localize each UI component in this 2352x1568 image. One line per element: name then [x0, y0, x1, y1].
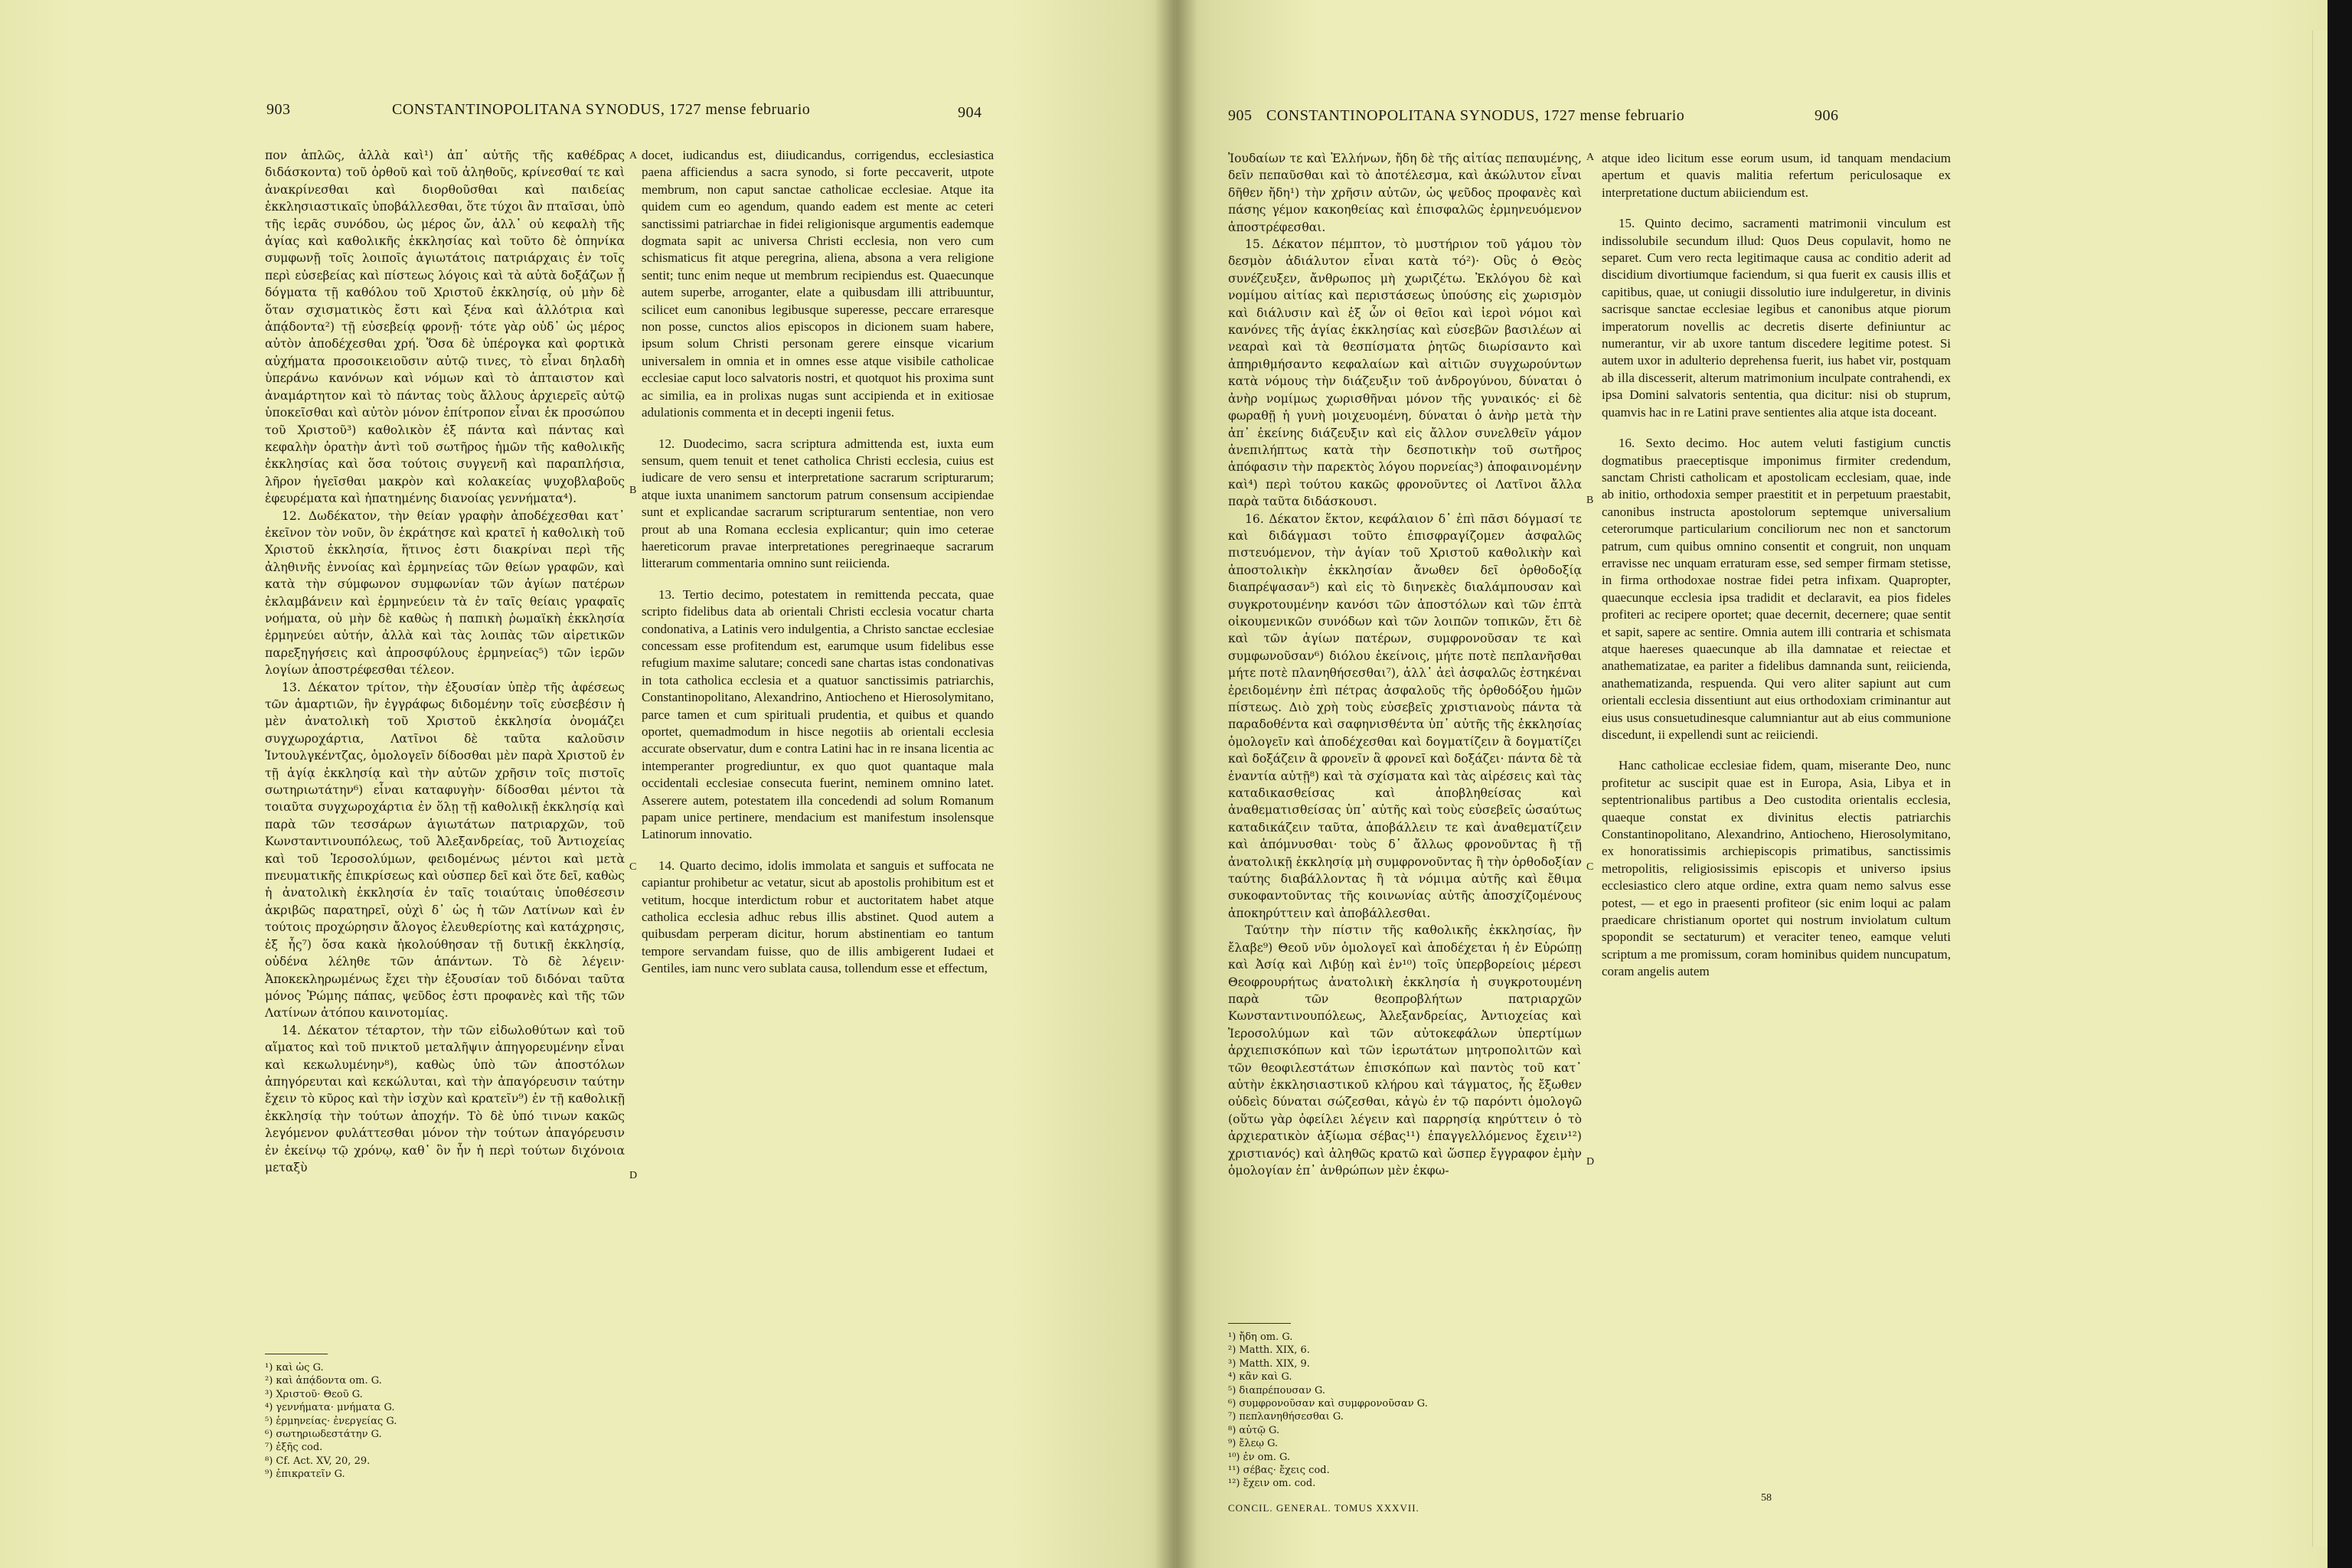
margin-letter-b: B [629, 485, 637, 496]
running-title: CONSTANTINOPOLITANA SYNODUS, 1727 mense februario [1266, 107, 1685, 124]
latin-paragraph: 13. Tertio decimo, potestatem in remittenda peccata, quae scripto fidelibus data ab orientali Christi ecclesia vocatur charta condonativa, a Latinis vero indulgentia, a Christo sanctae ecclesiae concessam esse profitendum est, earumque usum fidelibus esse refugium maxime salutare; concedi sane chartas istas condonativas in tota catholica ecclesia et a quatuor sanctissimis patriarchis, Constantinopolitano, Alexandrino, Antiocheno et Hierosolymitano, parce tamen et cum spirituali prudentia, et quibus et quando oportet, quemadmodum in hisce negotiis ab orientali ecclesia accurate observatur, dum e contra Latini hac in re insana licentia ac intemperanter progrediuntur, ex quo quot quantaque mala occidentali ecclesiae consecuta fuerint, neminem omnino latet. Asserere autem, potestatem illa concedendi ad solum Romanum papam unice pertinere, mendacium est manifestum insolensque Latinorum innovatio. [642, 586, 994, 842]
footnote: ⁶) συμφρονοῦσαν καὶ συμφρονοῦσαν G. [1228, 1398, 1428, 1410]
background-edge [2328, 0, 2352, 1568]
latin-paragraph: docet, iudicandus est, diiudicandus, corrigendus, ecclesiastica paena afficiendus a sacra synodo, si forte peccaverit, utpote membrum, non caput sanctae catholicae ecclesiae. Atque ita quidem cum eo agendum, quando eadem est mente ac ceteri sanctissimi patriarchae in fidei religionisque argumentis eademque dogmata sapit ac universa Christi ecclesia, non vero cum schismaticus fit atque peregrina, aliena, absona a vera religione sentit; tunc enim neque ut membrum recipiendus est. Quaecunque autem superbe, arroganter, elate a quibusdam illi attribuuntur, scilicet eum canonibus legibusque superesse, peccare erraresque non posse, cunctos alios episcopos in dicionem suam habere, ipsum solum Christi personam gerere einsque vicarium universalem in omnia et in omnes esse atque visibile catholicae ecclesiae caput loco salvatoris nostri, et quotquot his proxima sunt ac similia, ea in prolixas nugas sunt accipienda et in exitiosae adulationis commenta et in decepti ingenii fetus. [642, 148, 994, 420]
running-title: CONSTANTINOPOLITANA SYNODUS, 1727 mense februario [392, 101, 811, 118]
page-number-904: 904 [958, 104, 982, 121]
latin-paragraph: atque ideo licitum esse eorum usum, id tanquam mendacium apertum et quavis malitia refertum periculosaque ex interpretatione ductum abiiciendum est. [1602, 151, 1951, 200]
page-number-906: 906 [1815, 107, 1839, 124]
right-footnotes [1228, 1331, 1428, 1491]
footnote: ³) Matth. XIX, 9. [1228, 1357, 1310, 1370]
footnote: ²) καὶ ἀπᾴδοντα om. G. [265, 1375, 382, 1387]
latin-paragraph: 14. Quarto decimo, idolis immolata et sanguis et suffocata ne capiantur prohibetur ac vetatur, sicut ab apostolis prohibitum est et vetitum, hocque interdictum robur et auctoritatem habet atque catholica ecclesia adhuc rebus illis abstinet. Quod autem a quibusdam perperam dicitur, horum abstinentiam eo tantum tempore servandam fuisse, quo de illis ambigerent Iudaei et Gentiles, iam nunc vero sublata causa, tollendum esse et effectum, [642, 858, 994, 976]
footnote: ¹¹) σέβας· ἔχεις cod. [1228, 1465, 1330, 1477]
latin-paragraph: Hanc catholicae ecclesiae fidem, quam, miserante Deo, nunc profitetur ac suscipit quae est in Europa, Asia, Libya et in septentrionalibus partibus a Deo custodita orientalis ecclesia, quaeque constat ex divinitus electis patriarchis Constantinopolitano, Alexandrino, Antiocheno, Hierosolymitano, ex honoratissimis archiepiscopis primatibus, sanctissimis metropolitis, religiosissimis episcopis et universo ipsius ecclesiastico clero atque ordine, extra quam nemo salvus esse potest, — et ego in praesenti profiteor (sic enim loqui ac palam praedicare christianum oportet qui nostrum inviolatum cultum spopondit se sectaturum) et veraciter teneo, eamque veluti scriptum a me promissum, coram hominibus quidem nuncupatum, coram angelis autem [1602, 758, 1951, 979]
footnote: ⁵) ἑρμηνείας· ἐνεργείας G. [265, 1415, 397, 1427]
left-greek-column [265, 147, 625, 1176]
footnote: ⁴) κἂν καὶ G. [1228, 1371, 1292, 1383]
greek-paragraph: πον ἁπλῶς, ἀλλὰ καὶ¹) ἀπ᾽ αὐτῆς τῆς καθέδρας διδάσκοντα) τοῦ ὀρθοῦ καὶ τοῦ ἀληθοῦς, κρίνεσθαί τε καὶ ἀνακρίνεσθαι καὶ διορθοῦσθαι καὶ παιδείας ἐκκλησιαστικαῖς ὑποβάλλεσθαι, ὅτε τύχοι ἂν πταῖσαι, ὑπὸ τῆς ἱερᾶς συνόδου, ὡς μέρος ὤν, ἀλλ᾽ οὐ κεφαλὴ τῆς ἁγίας καὶ καθολικῆς ἐκκλησίας καὶ τοῦτο δὲ ὁπηνίκα συμφωνῇ τοῖς λοιποῖς ἁγιωτάτοις πατριάρχαις ἐν τοῖς περὶ εὐσεβείας καὶ πίστεως λόγοις καὶ τὰ αὐτὰ δοξάζων ᾖ δόγματα τῇ καθόλου τοῦ Χριστοῦ ἐκκλησίᾳ, οὐ μὴν δὲ ὅταν σχισματικὸς ἔστι καὶ ξένα καὶ ἀλλότρια καὶ ἀπᾴδοντα²) τῇ εὐσεβείᾳ φρονῇ· τότε γὰρ οὐδ᾽ ὡς μέρος αὐτὸν ἀποδέχεσθαι χρή. Ὅσα δὲ ὑπέρογκα καὶ φορτικὰ αὐχήματα προσοικειοῦσιν αὐτῷ τινες, τὸ εἶναι δηλαδὴ ὑπεράνω κανόνων καὶ νόμων καὶ τὸ ἀπταιστον καὶ ἀναμάρτητον καὶ τὸ πάντας τοὺς ἄλλους ἀρχιερεῖς αὐτῷ ὑποκεῖσθαι καὶ αὐτὸν μόνον ἐπίτροπον εἶναι ἐκ προσώπου τοῦ Χριστοῦ³) καθολικὸν ἐξ πάντα καὶ πάντας καὶ κεφαλὴν ὁρατὴν ἀντὶ τοῦ σωτῆρος ἡμῶν τῆς καθολικῆς ἐκκλησίας καὶ ὅσα τούτοις συγγενῆ καὶ παραπλήσια, λῆρον ἡγεῖσθαι μακρὸν καὶ κολακείας ψυχοβλαβοῦς ἐφευρέματα καὶ ἠπατημένης διανοίας γεννήματα⁴). [265, 149, 625, 506]
latin-paragraph: 16. Sexto decimo. Hoc autem veluti fastigium cunctis dogmatibus praeceptisque imponimus firmiter credendum, sanctam Christi catholicam et apostolicam ecclesiam, quae, inde ab initio, orthodoxia semper praestitit et in perpetuum praestabit, canonibus instructa apostolorum septemque universalium ceterorumque particularium conciliorum nec non et sanctorum patrum, cum quibus omnino consentit et congruit, non unquam erravisse nec unquam erraturam esse, sed semper firmam stetisse, in firma orthodoxae nostrae fidei petra infixam. Quapropter, quaecunque ecclesia ipsa tradidit et declaravit, ea pios fideles profiteri ac recipere oportet; quae decernit, decernere; quae sentit et sapit, sapere ac sentire. Omnia autem illi contraria et schismata atque haereses quaecunque ab illa damnatae et reiectae et anathematizatae, ea pariter a fidelibus damnanda sunt, reiicienda, anathematizanda, respuenda. Qui vero aliter sapiunt aut cum orientali ecclesia dissentiunt aut eius orthodoxiam criminantur aut eius usus consuetudinesque calumniantur aut ab eius communione discedunt, ii expellendi sunt ac reiiciendi. [1602, 436, 1951, 742]
footnote: ⁹) ἐπικρατεῖν G. [265, 1468, 345, 1481]
footnote: ¹⁰) ἐν om. G. [1228, 1451, 1291, 1463]
margin-letter-a: A [1586, 152, 1595, 163]
footnote: ²) Matth. XIX, 6. [1228, 1344, 1310, 1357]
footnote: ⁵) διαπρέπουσαν G. [1228, 1384, 1326, 1396]
volume-signature: CONCIL. GENERAL. TOMUS XXXVII. [1228, 1502, 1419, 1514]
left-latin-column [642, 147, 994, 978]
page-number-905: 905 [1228, 107, 1253, 124]
margin-letter-d: D [629, 1170, 638, 1181]
margin-letter-b: B [1586, 495, 1594, 506]
greek-paragraph: 16. Δέκατον ἕκτον, κεφάλαιον δ᾽ ἐπὶ πᾶσι δόγμασί τε καὶ διδάγμασι τοῦτο ἐπισφραγίζομεν ἀσφαλῶς πιστευόμενον, τὴν ἁγίαν τοῦ Χριστοῦ καθολικὴν καὶ ἀποστολικὴν ἐκκλησίαν ἄνωθεν δεῖ ὀρθοδοξίᾳ διαπρέψασαν⁵) καὶ εἰς τὸ διηνεκὲς διαλάμπουσαν καὶ συγκροτουμένην κανόσι τῶν ἀποστόλων καὶ τῶν ἑπτὰ οἰκουμενικῶν συνόδων καὶ τῶν λοιπῶν τοπικῶν, ἔτι δὲ καὶ τῶν ἁγίων πατέρων, συμφρονοῦσαν τε καὶ συμφωνοῦσαν⁶) διόλου ἐκείνοις, μήτε ποτὲ πεπλανῆσθαι μήτε ποτὲ πλανηθήσεσθαι⁷), ἀλλ᾽ ἀεὶ ἀσφαλῶς ἑστηκέναι ἐρειδομένην ἐπὶ πέτρας ἀσφαλοῦς τῆς ὀρθοδόξου ἡμῶν πίστεως. Διὸ χρὴ τοὺς εὐσεβεῖς χριστιανοὺς πάντα τὰ παραδοθέντα καὶ σαφηνισθέντα ὑπ᾽ αὐτῆς τῆς ἐκκλησίας ὁμολογεῖν καὶ ἀποδέχεσθαι καὶ δογματίζειν ἃ δογματίζει καὶ δοξάζειν ἃ φρονεῖν ἃ φρονεῖ καὶ δοξάζει· πάντα δὲ τὰ ἐναντία αὐτῇ⁸) καὶ τὰ σχίσματα καὶ τὰς αἱρέσεις καὶ τὰς καταδικασθείσας καὶ ἀποβληθείσας καὶ ἀναθεματισθείσας ὑπ᾽ αὐτῆς καὶ τοὺς εὐσεβεῖς ὡσαύτως καταδικάζειν ταῦτα, ἀποβάλλειν τε καὶ ἀναθεματίζειν καὶ ἀπόμνυσθαι· τοὺς δ᾽ ἄλλως φρονοῦντας ἢ τῇ ἀνατολικῇ ἐκκλησίᾳ μὴ συμφρονοῦντας ἢ τὴν ὀρθοδοξίαν ταύτης διαβάλλοντας ἢ τὰ νόμιμα αὐτῆς καὶ ἔθιμα συκοφαντοῦντας τῆς κοινωνίας αὐτῆς ἀποσχίζομένους ἀποκηρύττειν καὶ ἀποβάλλεσθαι. [1228, 511, 1582, 920]
page-number-903: 903 [266, 101, 291, 118]
greek-paragraph: 15. Δέκατον πέμπτον, τὸ μυστήριον τοῦ γάμου τὸν δεσμὸν ἀδιάλυτον εἶναι κατὰ τό²)· Οὓς ὁ Θεὸς συνέζευξεν, ἄνθρωπος μὴ χωριζέτω. Ἐκλόγου δὲ καὶ νομίμου αἰτίας καὶ περιστάσεως ὑπούσης εἰς χωρισμὸν καὶ διάλυσιν καὶ ἐξ ὧν οἱ θεῖοι καὶ ἱεροὶ νόμοι καὶ κανόνες τῆς ἁγίας ἐκκλησίας καὶ εὐσεβῶν βασιλέων αἱ νεαραὶ καὶ τὰ θεσπίσματα ῥητῶς διωρίσαντο καὶ ἀπηριθμήσαντο κεφαλαίων καὶ αἰτιῶν συγχωρούντων κατὰ νόμους τὴν διάζευξιν τοῦ ἀνδρογύνου, δύναται ὁ ἀνὴρ νομίμως χωρισθῆναι μόνον τῆς γυναικός· εἰ δὲ φωραθῇ ἡ γυνὴ μοιχευομένη, δύναται ὁ ἀνὴρ μετὰ τὴν ἀπ᾽ ἐκείνης διάζευξιν καὶ εἰς ἄλλον συνελθεῖν γάμον ἀνεπιλήπτως κατὰ τὴν δεσποτικὴν τοῦ σωτῆρος ἀπόφασιν τὴν παρεκτὸς λόγου πορνείας³) ἀποφαινομένην καὶ⁴) περὶ τούτου κακῶς φρονοῦντες οἱ Λατῖνοι ἄλλα παρὰ ταῦτα διδάσκουσι. [1228, 237, 1582, 509]
latin-paragraph: 15. Quinto decimo, sacramenti matrimonii vinculum est indissolubile secundum illud: Quos Deus copulavit, homo ne separet. Cum vero recta legitimaque causa ac conditio aderit ad discidium divortiumque faciendum, si qua fuerit ex causis illis et capitibus, quae, ut coniugii dissolutio iure indulgeretur, in divinis sacrisque sanctae ecclesiae legibus et canonibus atque piorum imperatorum novellis ac decretis diserte definiuntur ac numerantur, vir ab uxore tantum discedere legitime potest. Si autem uxor in adulterio deprehensa fuerit, ius habet vir, postquam ab illa discesserit, alterum matrimonium inculpate contrahendi, ex ipsa Domini salvatoris sententia, qua dicitur: nisi ob stuprum, quamvis hac in re Latini prave sentientes alia atque ista doceant. [1602, 216, 1951, 420]
left-footnotes [265, 1361, 397, 1481]
greek-paragraph: 14. Δέκατον τέταρτον, τὴν τῶν εἰδωλοθύτων καὶ τοῦ αἵματος καὶ τοῦ πνικτοῦ μεταλῆψιν ἀπηγορευμένην εἶναι καὶ κεκωλυμένην⁸), καθὼς ὑπὸ τῶν ἀποστόλων ἀπηγόρευται καὶ κεκώλυται, καὶ τὴν ἀπαγόρευσιν ταύτην ἔχειν τὸ κῦρος καὶ τὴν ἰσχὺν καὶ κρατεῖν⁹) ἐν τῇ καθολικῇ ἐκκλησίᾳ τὴν τούτων ἀποχήν. Τὸ δὲ ὑπό τινων κακῶς λεγόμενον φυλάττεσθαι μόνον τὴν τούτων ἀπαγόρευσιν ἐν ἐκείνῳ τῷ χρόνῳ, καθ᾽ ὃν ἦν ἡ περὶ τούτων διχόνοια μεταξὺ [265, 1023, 625, 1174]
footnote: ¹²) ἔχειν om. cod. [1228, 1478, 1316, 1490]
greek-paragraph: Ἰουδαίων τε καὶ Ἑλλήνων, ἤδη δὲ τῆς αἰτίας πεπαυμένης, δεῖν πεπαῦσθαι καὶ τὸ ἀποτέλεσμα, καὶ ἀκώλυτον εἶναι δῆθεν ἤδη¹) τὴν χρῆσιν αὐτῶν, ὡς ψεῦδος προφανὲς καὶ πάσης γέμον κακοηθείας καὶ ἐπισφαλῶς ἑρμηνευόμενον ἀποστρέφεσθαι. [1228, 152, 1582, 234]
right-latin-column [1602, 150, 1951, 981]
footnote: ⁴) γεννήματα· μνήματα G. [265, 1402, 395, 1414]
margin-letter-c: C [1586, 861, 1594, 873]
footnote: ³) Χριστοῦ· Θεοῦ G. [265, 1388, 363, 1400]
footnote: ⁷) ἐξῆς cod. [265, 1442, 323, 1454]
latin-paragraph: 12. Duodecimo, sacra scriptura admittenda est, iuxta eum sensum, quem tenuit et tenet catholica Christi ecclesia, cuius est iudicare de vero sensu et interpretatione sacrarum scripturarum; atque iuxta unanimem sanctorum patrum consensum accipiendae sunt et explicandae sacrarum scripturarum sententiae, non vero prout ab una Romana ecclesia explicantur; quin imo ceterae haereticorum pravae interpretationes peregrinaeque sacrarum litterarum commentaria omnino sunt reiicienda. [642, 436, 994, 571]
footnote-rule [1228, 1323, 1291, 1324]
book-gutter [1155, 0, 1197, 1568]
margin-letter-c: C [629, 861, 637, 873]
footnote: ⁶) σωτηριωδεστάτην G. [265, 1429, 382, 1441]
footnote: ⁹) ἔλεῳ G. [1228, 1438, 1279, 1450]
bottom-page-number: 58 [1761, 1492, 1772, 1504]
footnote: ¹) καὶ ὡς G. [265, 1362, 324, 1374]
greek-paragraph: Ταύτην τὴν πίστιν τῆς καθολικῆς ἐκκλησίας, ἣν ἔλαβε⁹) Θεοῦ νῦν ὁμολογεῖ καὶ ἀποδέχεται ἡ ἐν Εὐρώπῃ καὶ Ἀσίᾳ καὶ Λιβύῃ καὶ ἐν¹⁰) τοῖς ὑπερβορείοις μέρεσι Θεοφρουρήτως ἀνατολικὴ ἐκκλησία ἡ συγκροτουμένη παρὰ τῶν θεοπροβλήτων πατριαρχῶν Κωνσταντινουπόλεως, Ἀλεξανδρείας, Ἀντιοχείας καὶ Ἱεροσολύμων καὶ τῶν αὐτοκεφάλων ὑπερτίμων ἀρχιεπισκόπων καὶ τῶν ἱερωτάτων μητροπολιτῶν καὶ τῶν θεοφιλεστάτων ἐπισκόπων καὶ παντὸς τοῦ κατ᾽ αὐτὴν ἐκκλησιαστικοῦ κλήρου καὶ τάγματος, ἧς ἔξωθεν οὐδεὶς δύναται σώζεσθαι, κἀγὼ ἐν τῷ παρόντι ὁμολογῶ (οὕτω γὰρ ὀφείλει λέγειν καὶ παρρησίᾳ κηρύττειν ὁ τὸ ἀρχιερατικὸν ἀξίωμα σέβας¹¹) ἐπαγγελλόμενος ἔχειν¹²) χριστιανός) καὶ ἀληθῶς κρατῶ καὶ ὥσπερ ἔγγραφον ἐμὴν ὁμολογίαν ἐπ᾽ ἀνθρώπων μὲν ἐκφω- [1228, 923, 1582, 1178]
greek-paragraph: 12. Δωδέκατον, τὴν θείαν γραφὴν ἀποδέχεσθαι κατ᾽ ἐκεῖνον τὸν νοῦν, ὃν ἐκράτησε καὶ κρατεῖ ἡ καθολικὴ τοῦ Χριστοῦ ἐκκλησία, ἥτινος ἐστι διακρίναι περὶ τῆς ἀληθινῆς ἐννοίας καὶ ἑρμηνείας τῶν θείων γραφῶν, καὶ κατὰ τὴν σύμφωνον συμφωνίαν τῶν ἁγίων πατέρων ἐκλαμβάνειν καὶ ἑρμηνεύειν τὰ ἐν ταῖς θείαις γραφαῖς νοήματα, οὐ μὴν δὲ καθὼς ἡ παπικὴ ῥωμαϊκὴ ἐκκλησία ἑρμηνεύει αὐτήν, ἀλλὰ καὶ τὰς λοιπὰς τῶν αἱρετικῶν παρεξηγήσεις καὶ ἀπροσφύλους ἑρμηνείας⁵) τῶν ἱερῶν λογίων ἀποστρέφεσθαι τέλεον. [265, 508, 625, 678]
footnote: ⁷) πεπλανηθήσεσθαι G. [1228, 1411, 1344, 1423]
margin-letter-a: A [629, 150, 638, 162]
footnote: ⁸) Cf. Act. XV, 20, 29. [265, 1455, 371, 1467]
right-page [1176, 0, 2352, 1568]
right-greek-column [1228, 150, 1582, 1179]
margin-letter-d: D [1586, 1156, 1595, 1168]
footnote: ⁸) αὐτῷ G. [1228, 1424, 1280, 1436]
footnote: ¹) ἤδη om. G. [1228, 1331, 1293, 1343]
greek-paragraph: 13. Δέκατον τρίτον, τὴν ἐξουσίαν ὑπὲρ τῆς ἀφέσεως τῶν ἁμαρτιῶν, ἣν ἐγγράφως διδομένην τοῖς εὐσεβέσιν ἡ μὲν ἀνατολικὴ τοῦ Χριστοῦ ἐκκλησία ὀνομάζει συγχωροχάρτια, Λατῖνοι δὲ ταῦτα καλοῦσιν Ἰντουλγκέντζας, ὁμολογεῖν δίδοσθαι μὲν παρὰ Χριστοῦ ἐν τῇ ἁγίᾳ ἐκκλησίᾳ καὶ τὴν αὐτῶν χρῆσιν τοῖς πιστοῖς σωτηριωτάτην⁶) εἶναι καταφυγὴν· δίδοσθαι μέντοι τὰ τοιαῦτα συγχωροχάρτια ἐν ὅλῃ τῇ καθολικῇ ἐκκλησίᾳ καὶ παρὰ τῶν τεσσάρων ἁγιωτάτων πατριαρχῶν, τοῦ Κωνσταντινουπόλεως, τοῦ Ἀλεξανδρείας, τοῦ Ἀντιοχείας καὶ τοῦ Ἱεροσολύμων, φειδομένως μέντοι καὶ μετὰ πνευματικῆς ἐπικρίσεως καὶ οὐσπερ δεῖ καὶ ὅτε δεῖ, καθὼς ἡ ἀνατολικὴ ἐκκλησία ἐν ταῖς τοιαύταις ὑποθέσεσιν ἀκριβῶς παρατηρεῖ, οὐχὶ δ᾽ ὡς ἡ τῶν Λατίνων καὶ ἐν τούτοις προχώρησιν ἄλογος ἐλευθερίοτης καὶ κατάχρησις, ἐξ ἧς⁷) ὅσα κακὰ ἠκολούθησαν τῇ δυτικῇ ἐκκλησίᾳ, οὐδένα λέληθε τῶν ἁπάντων. Τὸ δὲ λέγειν· Ἀποκεκληρωμένως ἔχει τὴν ἐξουσίαν τοῦ διδόναι ταῦτα μόνος Ῥώμης πάπας, ψεῦδος ἐστι προφανὲς καὶ τῆς τῶν Λατίνων ἀτόπου καινοτομίας. [265, 680, 625, 1021]
